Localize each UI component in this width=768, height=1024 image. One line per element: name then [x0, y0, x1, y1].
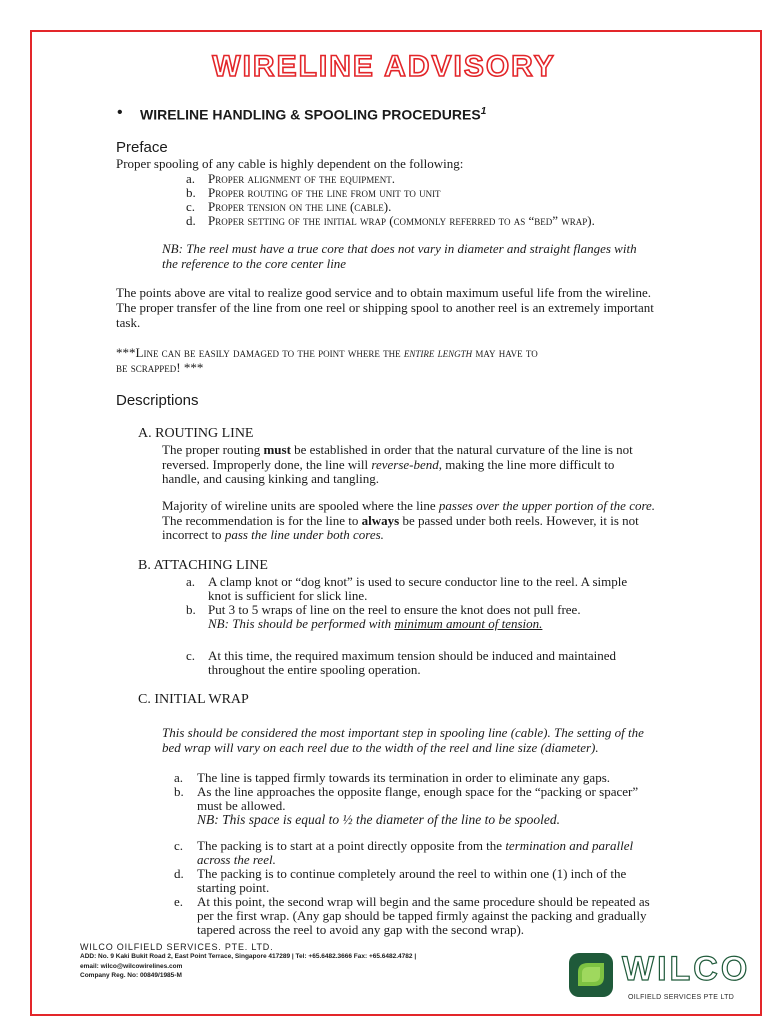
preface-nb-line1: NB: The reel must have a true core that does not vary in diameter and straight flanges with [162, 241, 637, 256]
warning-line2: be scrapped! *** [116, 360, 204, 375]
footer-address: ADD: No. 9 Kaki Bukit Road 2, East Point Terrace, Singapore 417289 | Tel: +65.6482.3666 Fax: +65.6482.4782 | [80, 953, 417, 960]
preface-heading: Preface [116, 139, 168, 156]
initial-wrap-item-d-line1: The packing is to continue completely around the reel to within one (1) inch of the [197, 866, 627, 881]
text: , making the line more difficult to [438, 457, 615, 472]
emphasis: must [263, 442, 291, 457]
preface-item: Proper tension on the line (cable). [208, 199, 392, 214]
preface-item: Proper alignment of the equipment. [208, 171, 395, 186]
attaching-item-b-line1: Put 3 to 5 wraps of line on the reel to ensure the knot does not pull free. [208, 602, 581, 617]
emphasis: always [361, 513, 400, 528]
initial-wrap-item-b-line1: As the line approaches the opposite flange, enough space for the “packing or spacer” [197, 784, 639, 799]
initial-wrap-heading: C. INITIAL WRAP [138, 692, 249, 707]
logo-wordmark: WILCO [622, 950, 751, 988]
descriptions-heading: Descriptions [116, 392, 199, 409]
text: NB: This should be performed with [208, 616, 395, 631]
attaching-item-b-nb [208, 616, 542, 632]
wilco-logo-icon [568, 952, 614, 998]
initial-wrap-item-d-line2: starting point. [197, 880, 270, 895]
warning-line1 [116, 345, 538, 361]
item-marker: a. [174, 770, 184, 785]
preface-item-marker: b. [186, 185, 196, 200]
emphasis: passes over the upper portion of the core. [438, 498, 656, 513]
routing-p1-line1 [162, 442, 633, 458]
preface-item-marker: a. [186, 171, 196, 186]
item-marker: a. [186, 574, 196, 589]
emphasis: minimum amount of tension. [394, 616, 543, 631]
item-marker: b. [186, 602, 196, 617]
footer-email: email: wilco@wilcowirelines.com [80, 963, 183, 970]
section-heading [140, 106, 486, 123]
initial-wrap-item-c-line2: across the reel. [197, 852, 276, 867]
footnote-marker: 1 [480, 106, 487, 117]
warning-text: ***Line can be easily damaged to the point where the [116, 345, 404, 360]
attaching-item-c-line2: throughout the entire spooling operation. [208, 662, 421, 677]
preface-para-line1: The points above are vital to realize good service and to obtain maximum useful life from the wireline. [116, 285, 651, 300]
emphasis: pass the line under both cores. [224, 527, 384, 542]
warning-emphasis: entire length [403, 345, 473, 360]
initial-wrap-item-a: The line is tapped firmly towards its termination in order to eliminate any gaps. [197, 770, 611, 785]
section-heading-text: WIRELINE HANDLING & SPOOLING PROCEDURES [140, 106, 481, 123]
routing-line-heading: A. ROUTING LINE [138, 426, 254, 441]
initial-wrap-item-b-nb: NB: This space is equal to ½ the diameter of the line to be spooled. [197, 812, 560, 827]
emphasis: reverse-bend [371, 457, 439, 472]
preface-intro: Proper spooling of any cable is highly dependent on the following: [116, 156, 464, 171]
item-marker: c. [186, 648, 196, 663]
initial-wrap-item-e-line2: per the first wrap. (Any gap should be tapped firmly against the packing and gradually [197, 908, 647, 923]
preface-item: Proper setting of the initial wrap (commonly referred to as “bed” wrap). [208, 213, 595, 228]
text: The proper routing [162, 442, 264, 457]
attaching-item-a-line1: A clamp knot or “dog knot” is used to secure conductor line to the reel. A simple [208, 574, 628, 589]
footer-company-reg: Company Reg. No: 00849/1985-M [80, 972, 182, 979]
preface-item-marker: c. [186, 199, 196, 214]
routing-p1-line3: handle, and causing kinking and tangling. [162, 471, 379, 486]
footer-company: WILCO OILFIELD SERVICES. PTE. LTD. [80, 942, 274, 952]
page-title: WIRELINE ADVISORY [212, 50, 556, 83]
routing-p2-line1 [162, 498, 655, 514]
initial-wrap-intro-line1: This should be considered the most important step in spooling line (cable). The setting of the [162, 725, 644, 740]
warning-text: may have to [472, 345, 538, 360]
routing-p2-line3 [162, 527, 384, 543]
text: incorrect to [162, 527, 225, 542]
preface-para-line2: The proper transfer of the line from one reel or shipping spool to another reel is an extremely important [116, 300, 654, 315]
text: Majority of wireline units are spooled where the line [162, 498, 439, 513]
item-marker: b. [174, 784, 184, 799]
item-marker: d. [174, 866, 184, 881]
item-marker: c. [174, 838, 184, 853]
preface-item-marker: d. [186, 213, 196, 228]
preface-item: Proper routing of the line from unit to unit [208, 185, 441, 200]
initial-wrap-item-b-line2: must be allowed. [197, 798, 286, 813]
text: The packing is to start at a point directly opposite from the [197, 838, 506, 853]
text: reversed. Improperly done, the line will [162, 457, 372, 472]
preface-para-line3: task. [116, 315, 141, 330]
bullet-symbol: • [117, 104, 123, 121]
text: The recommendation is for the line to [162, 513, 362, 528]
logo-subtitle: OILFIELD SERVICES PTE LTD [628, 994, 735, 1001]
emphasis: termination and parallel [505, 838, 634, 853]
initial-wrap-item-e-line3: tapered across the reel to avoid any gap with the second wrap). [197, 922, 525, 937]
initial-wrap-item-e-line1: At this point, the second wrap will begin and the same procedure should be repeated as [197, 894, 650, 909]
attaching-item-c-line1: At this time, the required maximum tension should be induced and maintained [208, 648, 616, 663]
attaching-item-a-line2: knot is sufficient for slick line. [208, 588, 368, 603]
initial-wrap-intro-line2: bed wrap will vary on each reel due to the width of the reel and line size (diameter). [162, 740, 599, 755]
text: be established in order that the natural curvature of the line is not [290, 442, 633, 457]
item-marker: e. [174, 894, 184, 909]
preface-nb-line2: the reference to the core center line [162, 256, 347, 271]
attaching-line-heading: B. ATTACHING LINE [138, 558, 268, 573]
text: be passed under both reels. However, it is not [399, 513, 639, 528]
